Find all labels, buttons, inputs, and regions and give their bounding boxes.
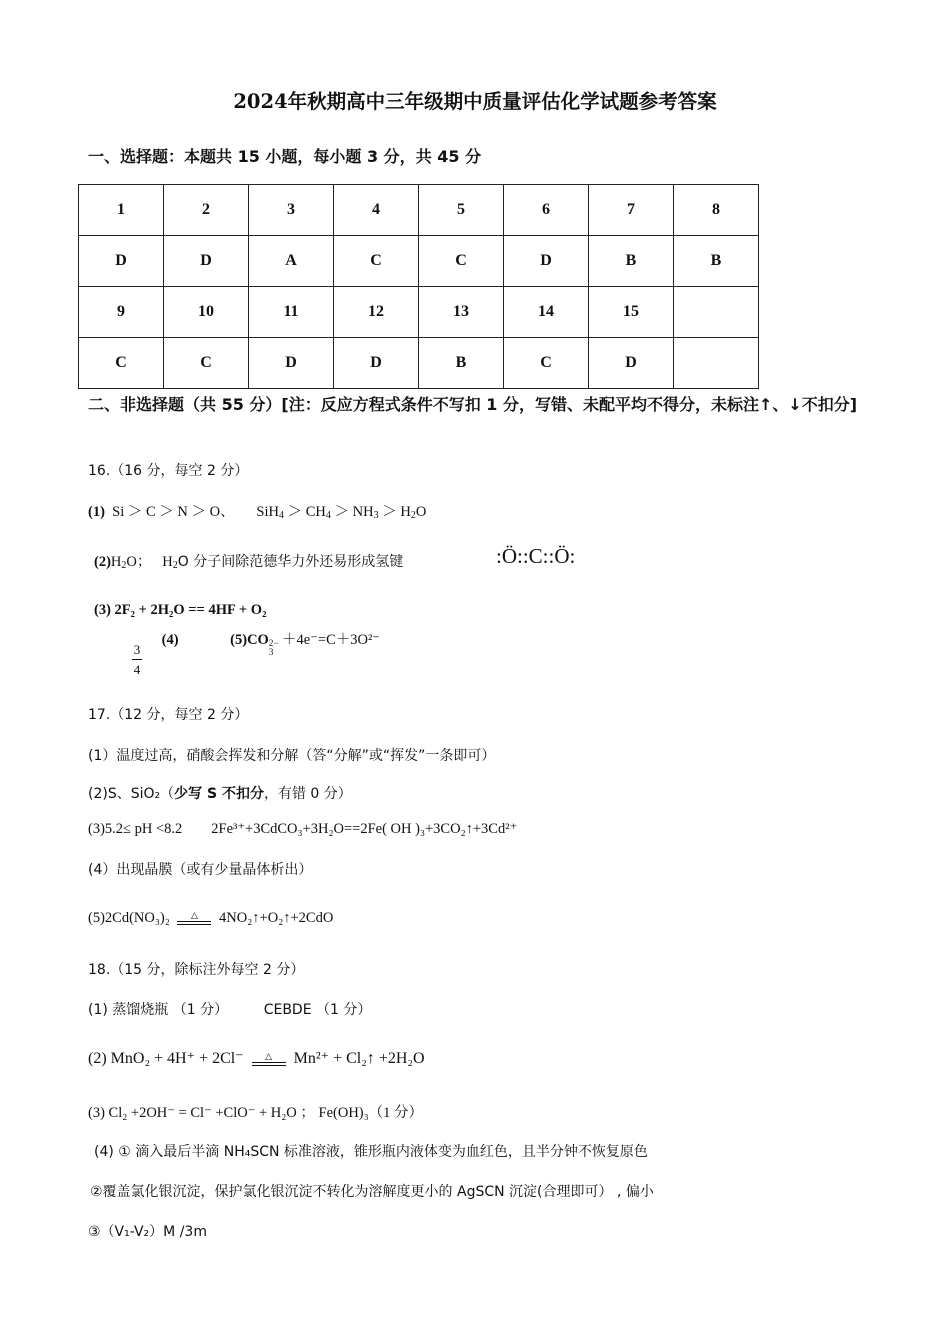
delta-icon: △ <box>190 910 198 920</box>
q16-p1-b: ＞ H <box>382 504 411 520</box>
subscript: 2 <box>172 560 178 571</box>
table-cell: C <box>334 236 419 287</box>
table-cell: C <box>504 338 589 389</box>
table-cell: C <box>79 338 164 389</box>
table-cell: 14 <box>504 287 589 338</box>
q16-p1-label: (1) <box>88 504 105 520</box>
table-row <box>79 185 759 236</box>
q16-part2 <box>94 550 403 571</box>
table-row <box>79 338 759 389</box>
q16-p5-text: ＋4e⁻=C＋3O²⁻ <box>282 632 380 648</box>
q16-p2-text: O 分子间除范德华力外还易形成氢键 <box>177 554 404 570</box>
q16-p4-label: (4) <box>161 632 179 648</box>
heat-condition <box>177 911 211 925</box>
table-cell: 6 <box>504 185 589 236</box>
q16-header: 16.（16 分，每空 2 分） <box>88 463 249 479</box>
q16-p2-text: H <box>110 554 122 570</box>
table-cell: C <box>419 236 504 287</box>
q18-part4-1: (4) ① 滴入最后半滴 NH₄SCN 标准溶液，锥形瓶内液体变为血红色，且半分钟不恢复原色 <box>94 1144 648 1160</box>
fraction-numerator: 3 <box>133 642 141 657</box>
co2-lewis-structure: :Ö::C::Ö: <box>496 544 576 568</box>
table-cell: 15 <box>589 287 674 338</box>
table-cell: 8 <box>674 185 759 236</box>
table-cell: 13 <box>419 287 504 338</box>
fraction-bar <box>132 659 142 660</box>
table-cell: D <box>164 236 249 287</box>
table-cell: A <box>249 236 334 287</box>
q17-p2-text: ，有错 0 分） <box>263 786 352 802</box>
table-cell: 2 <box>164 185 249 236</box>
q18-p1-text: (1) 蒸馏烧瓶 （1 分） <box>88 1002 229 1018</box>
q17-p3-equation: 2Fe³⁺+3CdCO₃+3H₂O==2Fe( OH )₃+3CO₂↑+3Cd²⁺ <box>211 821 518 837</box>
table-cell: D <box>79 236 164 287</box>
table-cell: C <box>164 338 249 389</box>
q18-p2-reactants: (2) MnO₂ + 4H⁺ + 2Cl⁻ <box>88 1050 244 1067</box>
q18-p2-products: Mn²⁺ + Cl₂↑ +2H₂O <box>293 1050 425 1067</box>
q17-part2 <box>88 783 352 803</box>
q16-part3 <box>94 602 266 619</box>
q17-part4: (4）出现晶膜（或有少量晶体析出） <box>88 862 313 878</box>
q18-p1-text: CEBDE （1 分） <box>263 1002 372 1018</box>
q16-p2-label: (2) <box>94 554 111 570</box>
q17-part5 <box>88 910 333 927</box>
table-cell: B <box>589 236 674 287</box>
table-row <box>79 287 759 338</box>
q16-p2-text: O； <box>126 554 152 570</box>
table-cell <box>674 287 759 338</box>
q16-p3-label: (3) <box>94 602 111 618</box>
subscript: 4 <box>278 510 284 521</box>
superscript: 2− <box>268 638 279 648</box>
table-cell: 10 <box>164 287 249 338</box>
table-cell: 12 <box>334 287 419 338</box>
table-cell: D <box>334 338 419 389</box>
subscript: 3 <box>373 510 379 521</box>
q16-p1-a: Si ＞ C ＞ N ＞ O、 <box>112 504 235 520</box>
q18-part2 <box>88 1048 425 1068</box>
delta-icon: △ <box>265 1051 273 1061</box>
table-cell: D <box>589 338 674 389</box>
q17-p2-bold: 少写 S 不扣分 <box>174 786 264 802</box>
table-cell: 4 <box>334 185 419 236</box>
q17-part3 <box>88 821 517 838</box>
table-cell: 1 <box>79 185 164 236</box>
q16-p5 <box>230 632 380 657</box>
q18-part4-2: ②覆盖氯化银沉淀，保护氯化银沉淀不转化为溶解度更小的 AgSCN 沉淀(合理即可） , 偏小 <box>90 1184 654 1200</box>
table-cell: B <box>419 338 504 389</box>
section1-heading: 一、选择题：本题共 15 小题，每小题 3 分，共 45 分 <box>88 147 482 166</box>
q16-part4-5 <box>132 632 380 677</box>
q16-p3-equation: 2F₂ + 2H₂O == 4HF + O₂ <box>114 602 267 618</box>
subscript: 2 <box>410 510 416 521</box>
q16-p1-b: ＞ CH <box>287 504 326 520</box>
q17-p5-reactant: (5)2Cd(NO₃)₂ <box>88 910 170 926</box>
heat-condition <box>252 1052 286 1066</box>
fraction-denominator: 4 <box>133 662 141 677</box>
table-cell: D <box>504 236 589 287</box>
q16-p1-b: ＞ NH <box>334 504 374 520</box>
subscript: 4 <box>325 510 331 521</box>
q18-part3: (3) Cl₂ +2OH⁻ = Cl⁻ +ClO⁻ + H₂O ； Fe(OH)₃（1 分） <box>88 1105 424 1121</box>
table-cell: 9 <box>79 287 164 338</box>
table-row <box>79 236 759 287</box>
table-cell: B <box>674 236 759 287</box>
ion-charge <box>269 639 279 657</box>
subscript: 2 <box>121 560 127 571</box>
answer-table <box>78 184 759 389</box>
table-cell: D <box>249 338 334 389</box>
q16-p2-text: H <box>162 554 173 570</box>
table-cell: 7 <box>589 185 674 236</box>
q16-p5-label: (5)CO <box>230 632 269 648</box>
q18-part1 <box>88 999 371 1019</box>
q17-p3-ph: (3)5.2≤ pH <8.2 <box>88 821 183 837</box>
page-title: 2024年秋期高中三年级期中质量评估化学试题参考答案 <box>233 90 717 113</box>
table-cell <box>674 338 759 389</box>
fraction <box>132 642 142 677</box>
q17-header: 17.（12 分，每空 2 分） <box>88 707 249 723</box>
q17-p2-text: (2)S、SiO₂（ <box>88 786 175 802</box>
q16-p1-b: SiH <box>256 504 279 520</box>
table-cell: 3 <box>249 185 334 236</box>
q16-part1: (1) Si ＞ C ＞ N ＞ O、 $SiH_4 > CH_4 > NH_3 > H_2O$ <box>88 504 427 521</box>
subscript: 3 <box>268 647 274 657</box>
q18-header: 18.（15 分，除标注外每空 2 分） <box>88 962 305 978</box>
q18-part4-3: ③（V₁-V₂）M /3m <box>88 1224 207 1240</box>
table-cell: 5 <box>419 185 504 236</box>
q17-p5-products: 4NO₂↑+O₂↑+2CdO <box>219 910 334 926</box>
table-cell: 11 <box>249 287 334 338</box>
q17-part1: (1）温度过高，硝酸会挥发和分解（答“分解”或“挥发”一条即可） <box>88 748 496 764</box>
section2-heading: 二、非选择题（共 55 分）[注：反应方程式条件不写扣 1 分，写错、未配平均不得分，未标注↑、↓不扣分] <box>88 395 858 414</box>
